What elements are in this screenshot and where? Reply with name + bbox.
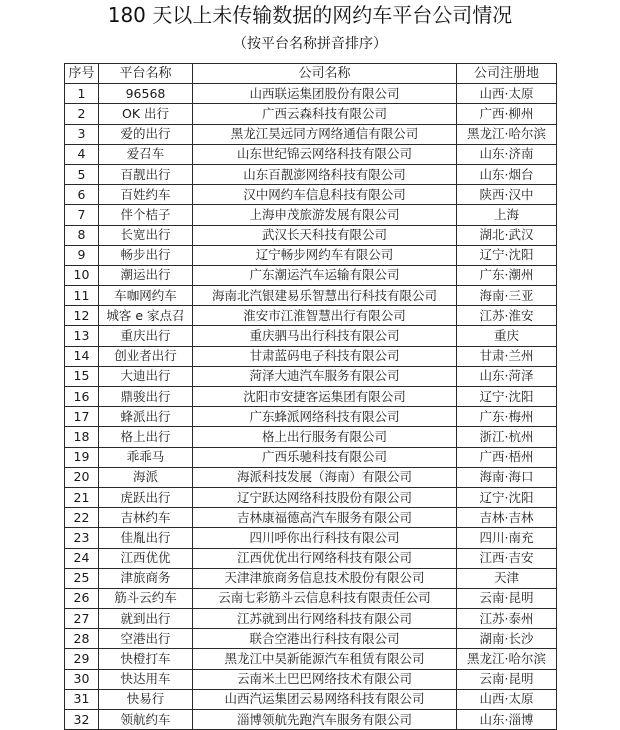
cell-platform: 就到出行 [99,609,193,629]
cell-platform: 鼎骏出行 [99,387,193,407]
cell-no: 11 [65,286,99,306]
table-row [65,568,557,588]
table-header-row [65,64,557,84]
cell-platform: 大迪出行 [99,366,193,386]
cell-platform: 百靓出行 [99,164,193,184]
cell-no: 5 [65,164,99,184]
cell-no: 18 [65,427,99,447]
cell-company: 菏泽大迪汽车服务有限公司 [193,366,457,386]
cell-no: 22 [65,508,99,528]
cell-no: 2 [65,104,99,124]
table-row [65,265,557,285]
cell-region: 甘肃·兰州 [457,346,557,366]
cell-company: 黑龙江中昊新能源汽车租赁有限公司 [193,649,457,669]
cell-no: 3 [65,124,99,144]
cell-platform: 畅步出行 [99,245,193,265]
cell-region: 山西·太原 [457,84,557,104]
cell-region: 黑龙江·哈尔滨 [457,649,557,669]
cell-platform: 城客 e 家点召 [99,306,193,326]
table-row [65,467,557,487]
table-row [65,104,557,124]
cell-no: 12 [65,306,99,326]
cell-company: 江西优优出行网络科技有限公司 [193,548,457,568]
cell-company: 山东百靓澎网络科技有限公司 [193,164,457,184]
cell-company: 上海申茂旅游发展有限公司 [193,205,457,225]
table-row [65,286,557,306]
cell-company: 广西云森科技有限公司 [193,104,457,124]
cell-no: 24 [65,548,99,568]
cell-company: 广东蜂派网络科技有限公司 [193,407,457,427]
table-row [65,245,557,265]
cell-no: 16 [65,387,99,407]
cell-platform: 车咖网约车 [99,286,193,306]
header-no: 序号 [65,64,99,84]
cell-platform: 快达用车 [99,669,193,689]
table-row [65,649,557,669]
cell-platform: 快橙打车 [99,649,193,669]
table-row [65,528,557,548]
table-row [65,366,557,386]
cell-company: 广西乐驰科技有限公司 [193,447,457,467]
cell-platform: 海派 [99,467,193,487]
cell-no: 8 [65,225,99,245]
cell-no: 13 [65,326,99,346]
cell-region: 上海 [457,205,557,225]
table-row [65,609,557,629]
table-row [65,447,557,467]
cell-company: 甘肃蓝码电子科技有限公司 [193,346,457,366]
cell-company: 汉中网约车信息科技有限公司 [193,185,457,205]
cell-no: 15 [65,366,99,386]
cell-company: 山西汽运集团云易网络科技有限公司 [193,689,457,709]
cell-no: 29 [65,649,99,669]
cell-company: 重庆驷马出行科技有限公司 [193,326,457,346]
cell-platform: 筋斗云约车 [99,588,193,608]
cell-platform: 百姓约车 [99,185,193,205]
cell-company: 四川呼你出行科技有限公司 [193,528,457,548]
cell-no: 28 [65,629,99,649]
cell-region: 山东·淄博 [457,710,557,730]
cell-company: 云南七彩筋斗云信息科技有限责任公司 [193,588,457,608]
cell-company: 天津津旅商务信息技术股份有限公司 [193,568,457,588]
cell-company: 山东世纪锦云网络科技有限公司 [193,144,457,164]
cell-platform: 空港出行 [99,629,193,649]
cell-region: 云南·昆明 [457,588,557,608]
cell-platform: 格上出行 [99,427,193,447]
cell-company: 武汉长天科技有限公司 [193,225,457,245]
cell-region: 吉林·吉林 [457,508,557,528]
cell-region: 重庆 [457,326,557,346]
cell-region: 湖南·长沙 [457,629,557,649]
cell-company: 淄博领航先跑汽车服务有限公司 [193,710,457,730]
cell-platform: 吉林约车 [99,508,193,528]
table-row [65,629,557,649]
cell-no: 21 [65,487,99,507]
header-company: 公司名称 [193,64,457,84]
cell-region: 广西·柳州 [457,104,557,124]
cell-platform: 佳胤出行 [99,528,193,548]
cell-company: 黑龙江昊远同方网络通信有限公司 [193,124,457,144]
cell-platform: 津旅商务 [99,568,193,588]
table-row [65,124,557,144]
cell-no: 23 [65,528,99,548]
cell-region: 山东·烟台 [457,164,557,184]
cell-region: 江西·吉安 [457,548,557,568]
cell-region: 黑龙江·哈尔滨 [457,124,557,144]
cell-no: 1 [65,84,99,104]
cell-platform: 潮运出行 [99,265,193,285]
cell-platform: 蜂派出行 [99,407,193,427]
cell-company: 辽宁跃达网络科技股份有限公司 [193,487,457,507]
table-row [65,225,557,245]
cell-no: 19 [65,447,99,467]
cell-platform: 乖乖马 [99,447,193,467]
cell-region: 辽宁·沈阳 [457,387,557,407]
cell-no: 17 [65,407,99,427]
cell-company: 格上出行服务有限公司 [193,427,457,447]
table-row [65,710,557,730]
cell-region: 陕西·汉中 [457,185,557,205]
cell-company: 沈阳市安捷客运集团有限公司 [193,387,457,407]
table-row [65,669,557,689]
table-row [65,84,557,104]
header-platform: 平台名称 [99,64,193,84]
cell-platform: 重庆出行 [99,326,193,346]
cell-region: 浙江·杭州 [457,427,557,447]
cell-no: 26 [65,588,99,608]
cell-region: 江苏·淮安 [457,306,557,326]
table-row [65,144,557,164]
cell-no: 30 [65,669,99,689]
cell-region: 江苏·泰州 [457,609,557,629]
cell-platform: 爱召车 [99,144,193,164]
cell-company: 山西联运集团股份有限公司 [193,84,457,104]
document-title: 180 天以上未传输数据的网约车平台公司情况 [107,3,513,27]
table-row [65,185,557,205]
cell-no: 20 [65,467,99,487]
cell-region: 海南·三亚 [457,286,557,306]
cell-no: 27 [65,609,99,629]
document-subtitle: （按平台名称拼音排序） [233,36,387,52]
table-row [65,427,557,447]
cell-company: 淮安市江淮智慧出行有限公司 [193,306,457,326]
cell-company: 江苏就到出行网络科技有限公司 [193,609,457,629]
table-row [65,164,557,184]
cell-no: 9 [65,245,99,265]
cell-company: 联合空港出行科技有限公司 [193,629,457,649]
cell-no: 31 [65,689,99,709]
table-row [65,508,557,528]
table-row [65,407,557,427]
cell-no: 10 [65,265,99,285]
cell-no: 32 [65,710,99,730]
table-row [65,326,557,346]
cell-no: 6 [65,185,99,205]
cell-region: 广西·梧州 [457,447,557,467]
cell-region: 辽宁·沈阳 [457,245,557,265]
cell-company: 辽宁畅步网约车有限公司 [193,245,457,265]
cell-platform: 领航约车 [99,710,193,730]
cell-region: 广东·潮州 [457,265,557,285]
table-row [65,689,557,709]
cell-no: 4 [65,144,99,164]
cell-company: 吉林康福德高汽车服务有限公司 [193,508,457,528]
cell-no: 25 [65,568,99,588]
cell-company: 海南北汽银建易乐智慧出行科技有限公司 [193,286,457,306]
cell-platform: 长宽出行 [99,225,193,245]
cell-no: 14 [65,346,99,366]
cell-no: 7 [65,205,99,225]
cell-platform: 虎跃出行 [99,487,193,507]
cell-region: 山东·菏泽 [457,366,557,386]
table-row [65,487,557,507]
table-row [65,346,557,366]
platform-table [64,63,557,730]
cell-platform: 江西优优 [99,548,193,568]
cell-platform: 创业者出行 [99,346,193,366]
table-body [65,84,557,730]
cell-company: 广东潮运汽车运输有限公司 [193,265,457,285]
cell-platform: OK 出行 [99,104,193,124]
cell-platform: 快易行 [99,689,193,709]
cell-company: 海派科技发展（海南）有限公司 [193,467,457,487]
cell-company: 云南米土巴巴网络技术有限公司 [193,669,457,689]
cell-platform: 96568 [99,84,193,104]
cell-region: 四川·南充 [457,528,557,548]
cell-region: 云南·昆明 [457,669,557,689]
table-row [65,306,557,326]
table-row [65,588,557,608]
cell-region: 海南·海口 [457,467,557,487]
cell-region: 辽宁·沈阳 [457,487,557,507]
cell-region: 湖北·武汉 [457,225,557,245]
table-row [65,205,557,225]
cell-platform: 伴个桔子 [99,205,193,225]
cell-region: 山西·太原 [457,689,557,709]
cell-platform: 爱的出行 [99,124,193,144]
table-row [65,548,557,568]
table-row [65,387,557,407]
header-region: 公司注册地 [457,64,557,84]
cell-region: 广东·梅州 [457,407,557,427]
cell-region: 山东·济南 [457,144,557,164]
cell-region: 天津 [457,568,557,588]
